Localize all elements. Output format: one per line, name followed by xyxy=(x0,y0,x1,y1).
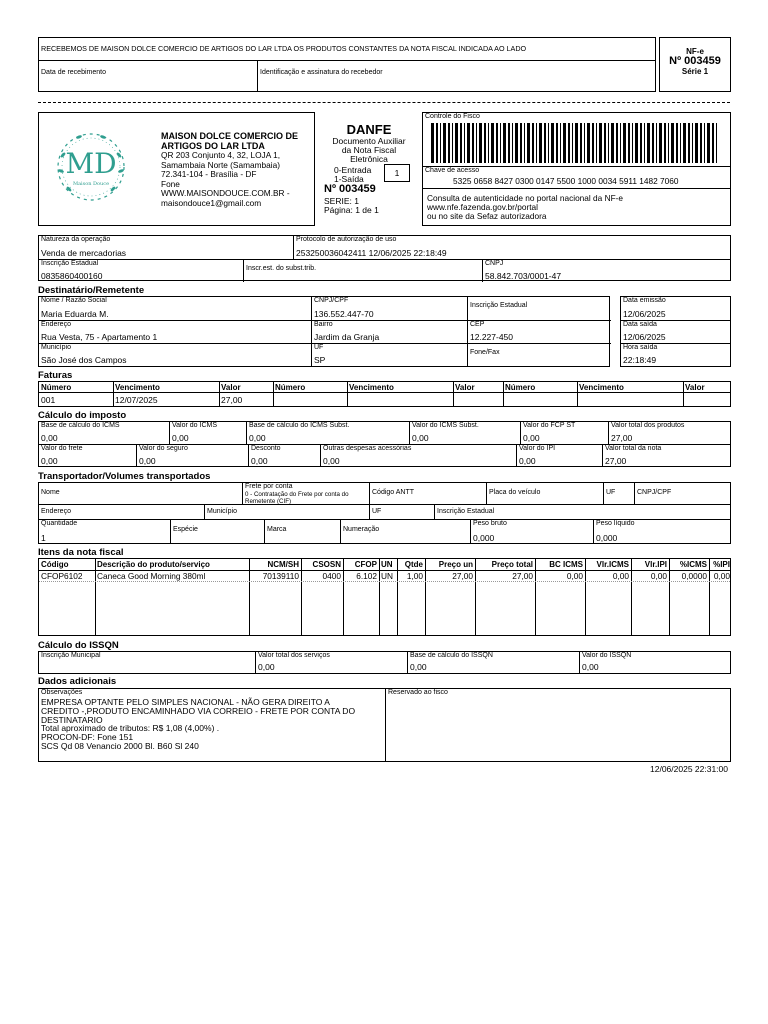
barcode-bar xyxy=(611,123,614,163)
barcode-bar xyxy=(479,123,482,163)
barcode-bar xyxy=(436,123,438,163)
items-col-total-price: Preço total xyxy=(491,560,533,569)
carrier-uf-label: UF xyxy=(606,489,616,496)
fiscal-control-label: Controle do Fisco xyxy=(425,113,480,120)
danfe-series: SERIE: 1 xyxy=(324,196,359,206)
issqn-section-title: Cálculo do ISSQN xyxy=(38,640,119,651)
barcode-bar xyxy=(640,123,642,163)
item-ipi-value: 0,00 xyxy=(650,571,667,581)
items-col-unit: UN xyxy=(381,560,393,569)
observation-line: SCS Qd 08 Venancio 2000 Bl. B60 Sl 240 xyxy=(41,740,199,751)
observations-text xyxy=(41,698,355,751)
recipient-box xyxy=(38,296,610,367)
invoice-col-due: Vencimento xyxy=(349,383,394,392)
item-unit-price: 27,00 xyxy=(452,571,473,581)
item-bc-icms: 0,00 xyxy=(566,571,583,581)
protocol-value: 253250036042411 12/06/2025 22:18:49 xyxy=(296,248,447,258)
antt-label: Código ANTT xyxy=(372,489,415,496)
dates-box xyxy=(620,296,731,367)
barcode-bar xyxy=(592,123,594,163)
barcode-bar xyxy=(668,123,669,163)
barcode-bar xyxy=(443,123,446,163)
issqn-base: 0,00 xyxy=(410,662,427,672)
cnpj-value: 58.842.703/0001-47 xyxy=(485,271,562,281)
barcode-bar xyxy=(539,123,542,163)
tax-box xyxy=(38,421,731,467)
subst-registration-label: Inscr.est. do subst.trib. xyxy=(246,265,317,272)
tax-label: Valor do seguro xyxy=(139,445,188,452)
barcode-bar xyxy=(515,123,518,163)
tax-label: Valor total dos produtos xyxy=(611,422,685,429)
freight-label: Frete por conta xyxy=(245,483,293,490)
tax-section-title: Cálculo do imposto xyxy=(38,410,127,421)
tax-value: 0,00 xyxy=(41,456,58,466)
barcode-bar xyxy=(628,123,630,163)
barcode-bar xyxy=(503,123,506,163)
items-col-csosn: CSOSN xyxy=(312,560,341,569)
invoice-col-number: Número xyxy=(275,383,306,392)
barcode-bar xyxy=(484,123,486,163)
barcode-bar xyxy=(491,123,494,163)
phone-label: Fone/Fax xyxy=(470,349,500,356)
barcode-bar xyxy=(536,123,537,163)
barcode-bar xyxy=(572,123,573,163)
exit-label: 1-Saída xyxy=(334,174,364,184)
item-description: Caneca Good Morning 380ml xyxy=(97,571,206,581)
barcode-bar xyxy=(508,123,510,163)
operation-type-box xyxy=(384,164,410,182)
tax-label: Valor do ICMS Subst. xyxy=(412,422,479,429)
issuer-line: WWW.MAISONDOUCE.COM.BR - xyxy=(161,188,290,198)
observation-line: Total aproximado de tributos: R$ 1,08 (4,00%) . xyxy=(41,723,220,734)
nfe-series: Série 1 xyxy=(681,67,709,76)
issuer-details xyxy=(161,151,311,208)
tax-label: Valor do FCP ST xyxy=(523,422,576,429)
barcode-bar xyxy=(680,123,681,163)
items-section-title: Itens da nota fiscal xyxy=(38,547,124,558)
net-weight: 0,000 xyxy=(596,533,618,543)
services-total: 0,00 xyxy=(258,662,275,672)
barcode-bar xyxy=(587,123,590,163)
invoice-col-value: Valor xyxy=(455,383,475,392)
invoices-section-title: Faturas xyxy=(38,370,73,381)
items-col-description: Descrição do produto/serviço xyxy=(97,560,210,569)
barcode-bar xyxy=(584,123,585,163)
barcode-bar xyxy=(556,123,558,163)
recipient-name-label: Nome / Razão Social xyxy=(41,297,107,304)
recipient-name: Maria Eduarda M. xyxy=(41,309,109,319)
barcode-bar xyxy=(476,123,477,163)
issqn-base-label: Base de cálculo do ISSQN xyxy=(410,652,493,659)
recipient-cpf: 136.552.447-70 xyxy=(314,309,374,319)
barcode-bar xyxy=(440,123,441,163)
tax-label: Valor do frete xyxy=(41,445,83,452)
recipient-ie-label: Inscrição Estadual xyxy=(470,302,528,309)
issue-date: 12/06/2025 xyxy=(623,309,666,319)
barcode-bar xyxy=(623,123,626,163)
barcode-bar xyxy=(647,123,650,163)
barcode-bar xyxy=(616,123,618,163)
items-col-icms-value: Vlr.ICMS xyxy=(596,560,629,569)
carrier-address-label: Endereço xyxy=(41,508,71,515)
plate-label: Placa do veículo xyxy=(489,489,541,496)
tax-label: Base de cálculo do ICMS xyxy=(41,422,120,429)
barcode xyxy=(431,123,721,163)
barcode-bar xyxy=(676,123,678,163)
barcode-bar xyxy=(551,123,554,163)
item-csosn: 0400 xyxy=(322,571,341,581)
barcode-bar xyxy=(635,123,638,163)
logo xyxy=(49,125,133,209)
items-col-bc-icms: BC ICMS xyxy=(549,560,583,569)
tax-label: Valor do IPI xyxy=(519,445,556,452)
items-col-unit-price: Preço un xyxy=(438,560,473,569)
print-timestamp: 12/06/2025 22:31:00 xyxy=(650,764,728,774)
city-value: São José dos Campos xyxy=(41,355,127,365)
state-registration: 0835860400160 xyxy=(41,271,103,281)
nature-value: Venda de mercadorias xyxy=(41,248,127,258)
issuer-line: Fone xyxy=(161,178,180,189)
barcode-bar xyxy=(544,123,546,163)
barcode-bar xyxy=(700,123,702,163)
protocol-label: Protocolo de autorização de uso xyxy=(296,236,397,243)
receipt-statement: RECEBEMOS DE MAISON DOLCE COMERCIO DE ARTIGOS DO LAR LTDA OS PRODUTOS CONSTANTES DA NOTA FISCAL INDICADA AO LADO xyxy=(41,44,527,53)
gross-weight: 0,000 xyxy=(473,533,495,543)
barcode-bar xyxy=(527,123,530,163)
item-icms-value: 0,00 xyxy=(612,571,629,581)
additional-box xyxy=(38,688,731,762)
barcode-bar xyxy=(620,123,621,163)
quantity-label: Quantidade xyxy=(41,520,78,527)
cnpj-label: CNPJ xyxy=(485,260,504,267)
tax-value: 0,00 xyxy=(41,433,58,443)
observation-line: EMPRESA OPTANTE PELO SIMPLES NACIONAL - NÃO GERA DIREITO A xyxy=(41,697,330,707)
invoice-value: 27,00 xyxy=(221,395,243,405)
item-code: CFOP6102 xyxy=(41,571,83,581)
barcode-bar xyxy=(568,123,570,163)
state-registration-label: Inscrição Estadual xyxy=(41,260,99,267)
danfe-number: Nº 003459 xyxy=(324,183,376,195)
freight-value: 0 - Contratação do Frete por conta do Remetente (CIF) xyxy=(245,491,349,505)
recipient-section-title: Destinatário/Remetente xyxy=(38,285,145,296)
logo-monogram: MD xyxy=(65,147,117,180)
tax-value: 0,00 xyxy=(249,433,266,443)
barcode-bar xyxy=(488,123,489,163)
cut-line xyxy=(38,102,730,103)
items-col-ipi-rate: %IPI xyxy=(713,560,730,569)
carrier-ie-label: Inscrição Estadual xyxy=(437,508,495,515)
items-col-code: Código xyxy=(41,560,69,569)
nfe-number: Nº 003459 xyxy=(669,55,721,67)
zip-value: 12.227-450 xyxy=(470,332,514,342)
receipt-stub xyxy=(38,37,656,92)
carrier-box xyxy=(38,482,731,544)
barcode-bar xyxy=(532,123,534,163)
issqn-value-label: Valor do ISSQN xyxy=(582,652,632,659)
observations-label: Observações xyxy=(41,689,83,696)
issuer-box xyxy=(38,112,315,226)
barcode-bar xyxy=(596,123,597,163)
reserved-label: Reservado ao fisco xyxy=(388,689,448,696)
tax-label: Base de cálculo do ICMS Subst. xyxy=(249,422,350,429)
net-weight-label: Peso líquido xyxy=(596,520,635,527)
address-value: Rua Vesta, 75 - Apartamento 1 xyxy=(41,332,158,342)
barcode-bar xyxy=(692,123,693,163)
barcode-bar xyxy=(431,123,434,163)
barcode-bar xyxy=(659,123,662,163)
address-label: Endereço xyxy=(41,321,71,328)
invoice-col-value: Valor xyxy=(685,383,705,392)
access-key: 5325 0658 8427 0300 0147 5500 1000 0034 5911 1482 7060 xyxy=(453,176,679,186)
gross-weight-label: Peso bruto xyxy=(473,520,507,527)
issue-date-label: Data emissão xyxy=(623,297,666,304)
issqn-value: 0,00 xyxy=(582,662,599,672)
danfe-sub: Eletrônica xyxy=(350,154,388,164)
issuer-line: maisondouce1@gmail.com xyxy=(161,197,262,208)
exit-time-label: Hora saída xyxy=(623,344,658,351)
barcode-bar xyxy=(464,123,465,163)
carrier-city-label: Município xyxy=(207,508,237,515)
consult-line: Consulta de autenticidade no portal nacional da NF-e xyxy=(427,193,624,203)
danfe-sub: Documento Auxiliar xyxy=(332,136,406,146)
invoice-due: 12/07/2025 xyxy=(115,395,158,405)
issuer-line: Samambaia Norte (Samambaia) xyxy=(161,159,280,170)
tax-label: Outras despesas acessórias xyxy=(323,445,412,452)
barcode-bar xyxy=(512,123,513,163)
carrier-section-title: Transportador/Volumes transportados xyxy=(38,471,211,482)
item-ipi-rate: 0,00 xyxy=(713,571,730,581)
barcode-bar xyxy=(472,123,474,163)
brand-label: Marca xyxy=(267,526,287,533)
barcode-bar xyxy=(563,123,566,163)
barcode-bar xyxy=(716,123,717,163)
items-col-ncm: NCM/SH xyxy=(267,560,299,569)
barcode-bar xyxy=(452,123,453,163)
barcode-bar xyxy=(560,123,561,163)
observation-line: CREDITO -,PRODUTO ENCAMINHADO VIA CORREIO - FRETE POR CONTA DO xyxy=(41,705,356,716)
barcode-bar xyxy=(604,123,606,163)
services-total-label: Valor total dos serviços xyxy=(258,652,330,659)
barcode-bar xyxy=(712,123,714,163)
item-total-price: 27,00 xyxy=(512,571,533,581)
tax-value: 0,00 xyxy=(412,433,429,443)
receipt-date-label: Data de recebimento xyxy=(41,69,106,76)
fiscal-control-box xyxy=(422,112,731,226)
barcode-bar xyxy=(683,123,686,163)
items-table xyxy=(38,558,731,636)
item-cfop: 6.102 xyxy=(356,571,377,581)
tax-label: Desconto xyxy=(251,445,281,452)
barcode-bar xyxy=(671,123,674,163)
barcode-bar xyxy=(520,123,522,163)
barcode-bar xyxy=(575,123,578,163)
operation-type: 1 xyxy=(394,168,400,178)
item-unit: UN xyxy=(381,571,393,581)
tax-value: 0,00 xyxy=(139,456,156,466)
invoice-col-number: Número xyxy=(41,383,72,392)
quantity-value: 1 xyxy=(41,533,46,543)
district-label: Bairro xyxy=(314,321,333,328)
barcode-bar xyxy=(652,123,654,163)
nature-label: Natureza da operação xyxy=(41,236,111,243)
recipient-cpf-label: CNPJ/CPF xyxy=(314,297,349,304)
invoice-col-due: Vencimento xyxy=(579,383,624,392)
additional-section-title: Dados adicionais xyxy=(38,676,117,687)
receipt-signature-label: Identificação e assinatura do recebedor xyxy=(260,69,383,76)
invoice-col-number: Número xyxy=(505,383,536,392)
issuer-line: 72.341-104 - Brasília - DF xyxy=(161,169,257,179)
exit-date-label: Data saída xyxy=(623,321,657,328)
barcode-bar xyxy=(664,123,666,163)
access-key-label: Chave de acesso xyxy=(425,167,480,174)
barcode-bar xyxy=(608,123,609,163)
barcode-bar xyxy=(455,123,458,163)
consult-line: ou no site da Sefaz autorizadora xyxy=(427,211,547,221)
nfe-label: NF-e xyxy=(686,47,704,56)
barcode-bar xyxy=(524,123,525,163)
barcode-bar xyxy=(656,123,657,163)
barcode-bar xyxy=(707,123,710,163)
carrier-cnpj-label: CNPJ/CPF xyxy=(637,489,672,496)
numbering-label: Numeração xyxy=(343,526,380,533)
exit-time: 22:18:49 xyxy=(623,355,657,365)
invoice-number: 001 xyxy=(41,395,56,405)
danfe-page: Página: 1 de 1 xyxy=(324,205,379,215)
barcode-bar xyxy=(448,123,450,163)
barcode-bar xyxy=(460,123,462,163)
carrier-uf2-label: UF xyxy=(372,508,382,515)
items-col-ipi-value: Vlr.IPI xyxy=(644,560,667,569)
barcode-bar xyxy=(467,123,470,163)
items-col-cfop: CFOP xyxy=(354,560,377,569)
district-value: Jardim da Granja xyxy=(314,332,380,342)
barcode-bar xyxy=(632,123,633,163)
issuer-line: QR 203 Conjunto 4, 32, LOJA 1, xyxy=(161,150,280,160)
barcode-bar xyxy=(580,123,582,163)
barcode-bar xyxy=(599,123,602,163)
tax-value: 27,00 xyxy=(605,456,627,466)
danfe-box xyxy=(318,112,420,226)
receipt-nfe-box xyxy=(659,37,731,92)
items-col-icms-rate: %ICMS xyxy=(679,560,707,569)
issuer-name: MAISON DOLCE COMERCIO DE ARTIGOS DO LAR LTDA xyxy=(161,131,299,151)
invoice-col-value: Valor xyxy=(221,383,241,392)
tax-label: Valor total da nota xyxy=(605,445,662,452)
zip-label: CEP xyxy=(470,321,485,328)
barcode-bar xyxy=(688,123,690,163)
issqn-box xyxy=(38,651,731,674)
tax-value: 0,00 xyxy=(251,456,268,466)
consult-line: www.nfe.fazenda.gov.br/portal xyxy=(427,202,538,212)
exit-date: 12/06/2025 xyxy=(623,332,666,342)
species-label: Espécie xyxy=(173,526,198,533)
logo-subtitle: Maison Douce xyxy=(72,181,110,187)
operation-box xyxy=(38,235,731,281)
state-value: SP xyxy=(314,355,326,365)
observation-line: PROCON-DF: Fone 151 xyxy=(41,732,134,743)
observation-line: DESTINATARIO xyxy=(41,714,103,725)
city-label: Município xyxy=(41,344,71,351)
item-qty: 1,00 xyxy=(406,571,423,581)
carrier-name-label: Nome xyxy=(41,489,60,496)
tax-value: 0,00 xyxy=(523,433,540,443)
barcode-bar xyxy=(500,123,501,163)
tax-value: 0,00 xyxy=(172,433,189,443)
state-label: UF xyxy=(314,344,324,351)
barcode-bar xyxy=(695,123,698,163)
barcode-bar xyxy=(644,123,645,163)
invoices-table xyxy=(38,381,731,407)
tax-value: 0,00 xyxy=(519,456,536,466)
tax-label: Valor do ICMS xyxy=(172,422,217,429)
item-ncm: 70139110 xyxy=(262,571,299,581)
barcode-bar xyxy=(548,123,549,163)
barcode-bar xyxy=(704,123,705,163)
tax-value: 27,00 xyxy=(611,433,633,443)
barcode-bar xyxy=(496,123,498,163)
item-icms-rate: 0,0000 xyxy=(681,571,707,581)
municipal-registration-label: Inscrição Municipal xyxy=(41,652,101,659)
invoice-col-due: Vencimento xyxy=(115,383,160,392)
danfe-title: DANFE xyxy=(346,122,392,137)
tax-value: 0,00 xyxy=(323,456,340,466)
danfe-sub: da Nota Fiscal xyxy=(341,145,397,155)
entry-label: 0-Entrada xyxy=(334,165,372,175)
items-col-qty: Qtde xyxy=(404,560,423,569)
